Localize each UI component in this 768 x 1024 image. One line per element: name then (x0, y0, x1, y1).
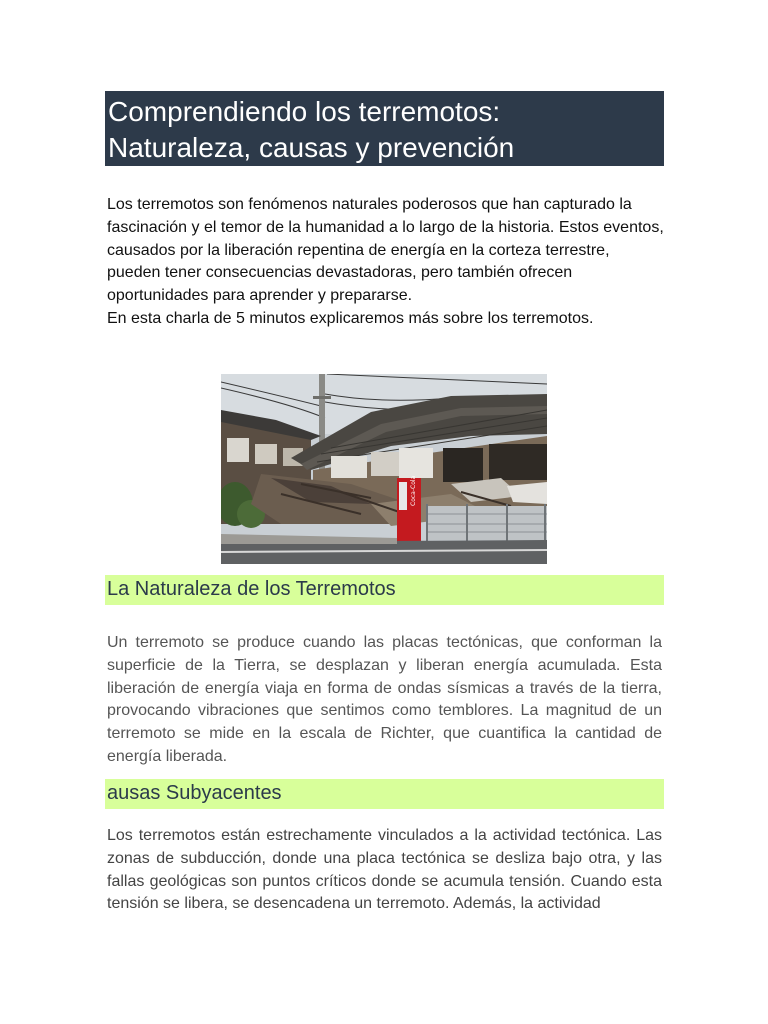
intro-talk-line: En esta charla de 5 minutos explicaremos más sobre los terremotos. (107, 309, 594, 327)
page-title (105, 91, 664, 166)
vending-machine-label: Coca-Cola (410, 475, 417, 506)
section-body-causas: Los terremotos están estrechamente vinculados a la actividad tectónica. Las zonas de subducción, donde una placa tectónica se desliza bajo otra, y las fallas geológicas son puntos críticos donde se acumula tensión. Cuando esta tensión se libera, se desencadena un terremoto. Además, la actividad (107, 827, 662, 913)
collapsed-house-photo (221, 374, 547, 564)
section-heading-causas: ausas Subyacentes (105, 779, 664, 809)
page-title-line-2: Naturaleza, causas y prevención (108, 132, 515, 163)
page-title-line-1: Comprendiendo los terremotos: (108, 96, 501, 127)
section-heading-naturaleza: La Naturaleza de los Terremotos (105, 575, 664, 605)
section-body-naturaleza: Un terremoto se produce cuando las placas tectónicas, que conforman la superficie de la Tierra, se desplazan y liberan energía acumulada. Esta liberación de energía viaja en forma de ondas sísmicas a través de la tierra, provocando vibraciones que sentimos como temblores. La magnitud de un terremoto se mide en la escala de Richter, que cuantifica la cantidad de energía liberada. (107, 634, 662, 765)
intro-paragraph (107, 194, 667, 331)
intro-text: Los terremotos son fenómenos naturales poderosos que han capturado la fascinación y el temor de la humanidad a lo largo de la historia. Estos eventos, causados por la liberación repentina de energía en la corteza terrestre, pueden tener consecuencias devastadoras, pero también ofrecen oportunidades para aprender y prepararse. (107, 196, 664, 305)
